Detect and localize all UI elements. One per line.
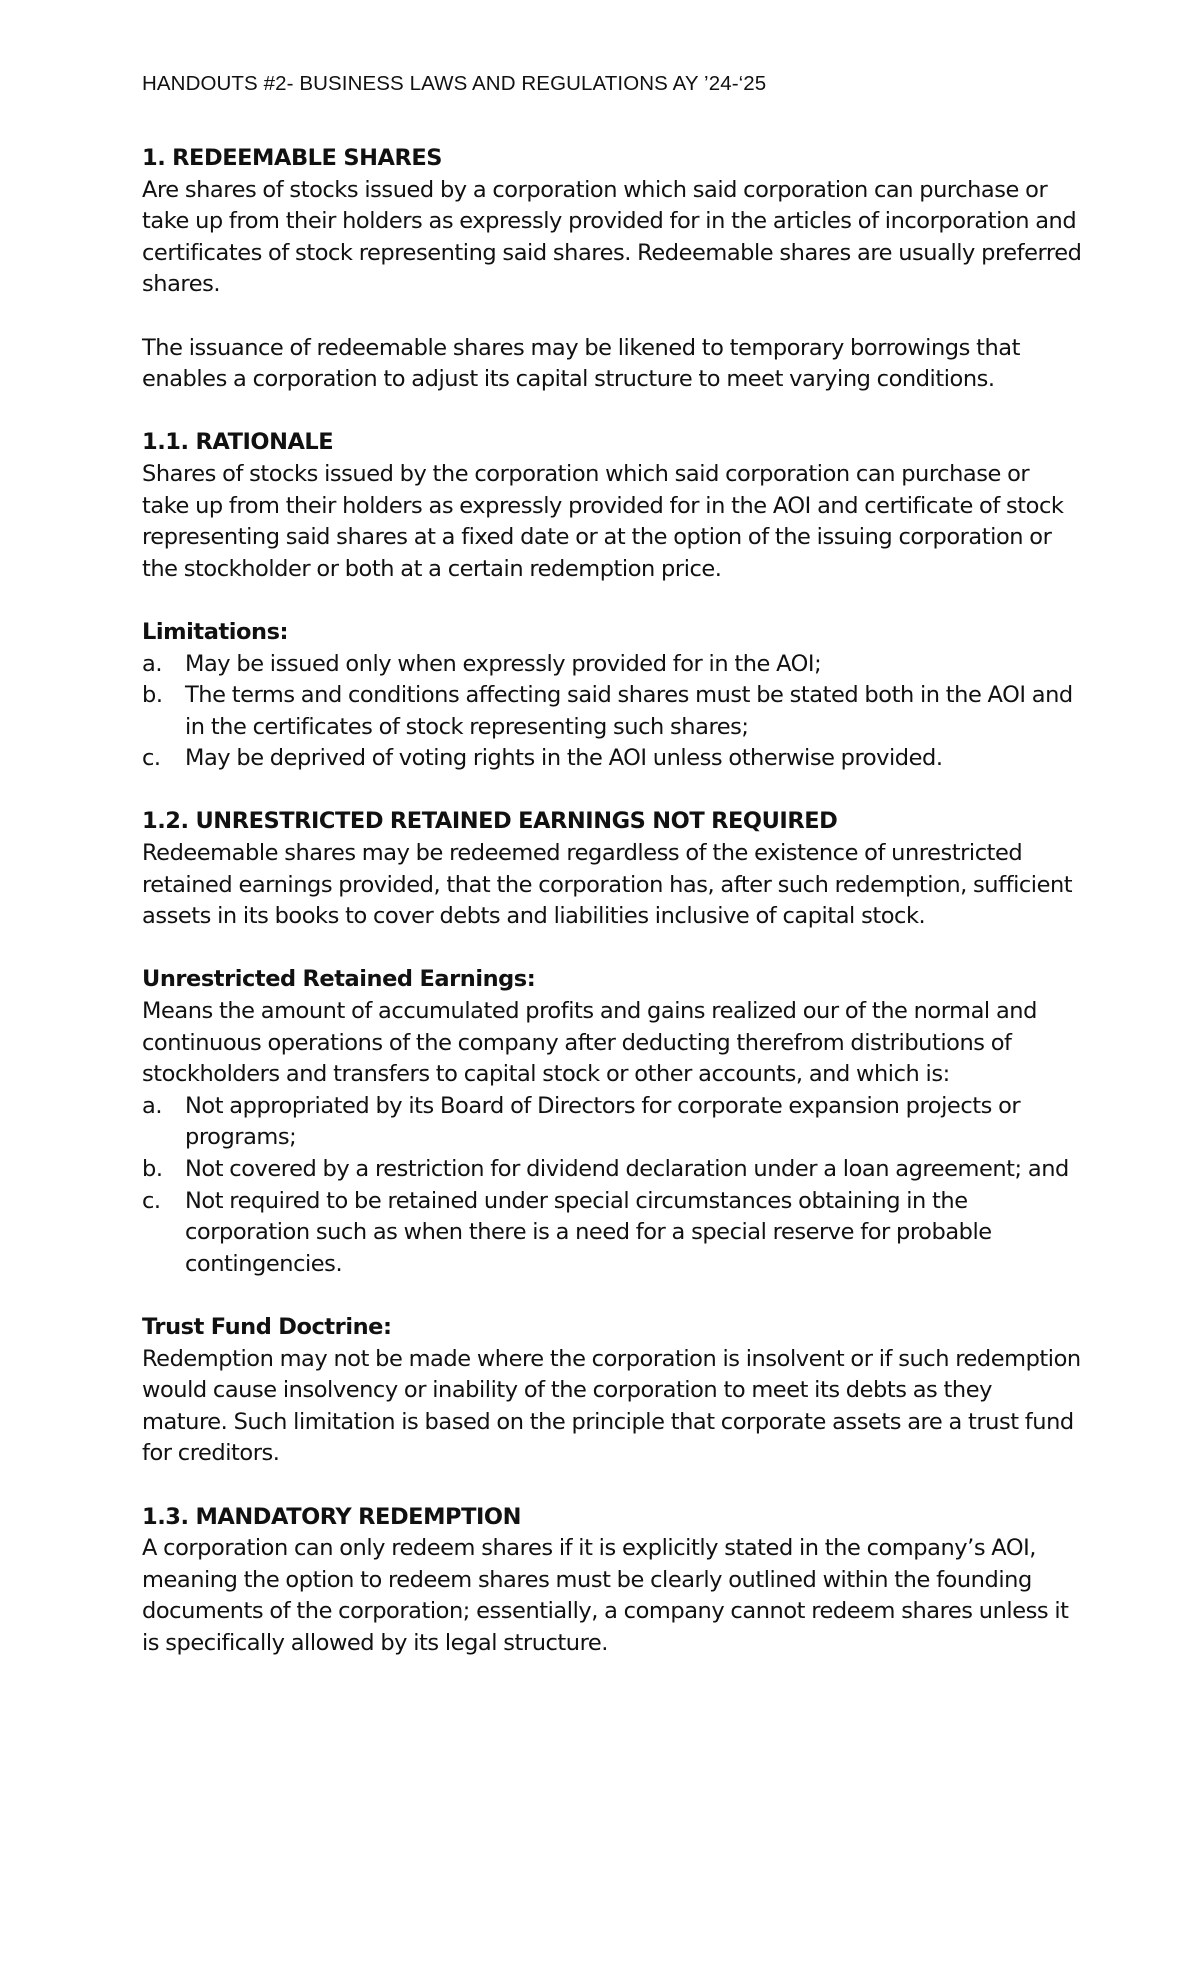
spacer bbox=[142, 1280, 1082, 1312]
section-heading-mandatory-redemption: 1.3. MANDATORY REDEMPTION bbox=[142, 1503, 521, 1530]
paragraph-definition: Are shares of stocks issued by a corporation which said corporation can purchase or take up from their holders as expressly provided for in the articles of incorporation and certificates of stock representing said shares. Redeemable shares are usually preferred shares. bbox=[142, 176, 1082, 298]
spacer bbox=[142, 396, 1082, 428]
list-item-text: May be issued only when expressly provided for in the AOI; bbox=[185, 650, 822, 677]
running-header: HANDOUTS #2- BUSINESS LAWS AND REGULATIONS AY ’24-‘25 bbox=[142, 72, 767, 95]
section-heading-redeemable-shares: 1. REDEEMABLE SHARES bbox=[142, 145, 442, 171]
list-marker: c. bbox=[142, 745, 161, 772]
list-marker: b. bbox=[142, 682, 163, 709]
list-item-text: The terms and conditions affecting said shares must be stated both in the AOI and in the certificates of stock representing such shares; bbox=[185, 682, 1073, 740]
paragraph-trust-fund-doctrine: Redemption may not be made where the corporation is insolvent or if such redemption would cause insolvency or inability of the corporation to meet its debts as they mature. Such limitation is based on the principle that corporate assets are a trust fund for creditors. bbox=[142, 1345, 1081, 1467]
spacer bbox=[142, 301, 1082, 333]
list-item-text: Not appropriated by its Board of Directors for corporate expansion projects or programs; bbox=[185, 1092, 1021, 1151]
spacer bbox=[142, 775, 1082, 807]
paragraph-rationale: Shares of stocks issued by the corporation which said corporation can purchase or take up from their holders as expressly provided for in the AOI and certificate of stock representing said shares at a fixed date or at the option of the issuing corporation or the stockholder or both at a certain redemption price. bbox=[142, 460, 1064, 582]
list-item-text: Not covered by a restriction for dividend declaration under a loan agreement; and bbox=[185, 1156, 1069, 1182]
list-marker: b. bbox=[142, 1156, 163, 1182]
spacer bbox=[142, 585, 1082, 617]
paragraph-mandatory-redemption: A corporation can only redeem shares if it is explicitly stated in the company’s AOI, meaning the option to redeem shares must be clearly outlined within the founding documents of the corporation; essentially, a company cannot redeem shares unless it is specifically allowed by its legal structure. bbox=[142, 1535, 1069, 1656]
subheading-trust-fund-doctrine: Trust Fund Doctrine: bbox=[142, 1313, 392, 1340]
ure-conditions-list bbox=[142, 1091, 1082, 1281]
paragraph-redemption-regardless: Redeemable shares may be redeemed regardless of the existence of unrestricted retained earnings provided, that the corporation has, after such redemption, sufficient assets in its books to cover debts and liabilities inclusive of capital stock. bbox=[142, 840, 1073, 930]
list-item-text: May be deprived of voting rights in the AOI unless otherwise provided. bbox=[185, 745, 943, 772]
list-item bbox=[142, 1091, 1082, 1154]
section-heading-rationale: 1.1. RATIONALE bbox=[142, 429, 334, 456]
spacer bbox=[142, 1470, 1082, 1502]
list-marker: a. bbox=[142, 650, 163, 677]
document-body bbox=[142, 143, 1082, 1660]
subheading-unrestricted-retained-earnings: Unrestricted Retained Earnings: bbox=[142, 966, 536, 993]
list-marker: c. bbox=[142, 1187, 161, 1214]
limitations-list bbox=[142, 649, 1082, 775]
subheading-limitations: Limitations: bbox=[142, 618, 289, 645]
paragraph-temporary-borrowings: The issuance of redeemable shares may be likened to temporary borrowings that enables a corporation to adjust its capital structure to meet varying conditions. bbox=[142, 334, 1020, 393]
list-item bbox=[142, 743, 1082, 775]
list-item bbox=[142, 1154, 1082, 1186]
section-heading-unrestricted-retained-earnings: 1.2. UNRESTRICTED RETAINED EARNINGS NOT REQUIRED bbox=[142, 808, 838, 835]
list-item bbox=[142, 649, 1082, 681]
list-marker: a. bbox=[142, 1092, 163, 1119]
list-item bbox=[142, 1186, 1082, 1281]
paragraph-ure-definition: Means the amount of accumulated profits and gains realized our of the normal and continuous operations of the company after deducting therefrom distributions of stockholders and transfers to capital stock or other accounts, and which is: bbox=[142, 998, 1037, 1088]
list-item-text: Not required to be retained under special circumstances obtaining in the corporation such as when there is a need for a special reserve for probable contingencies. bbox=[185, 1187, 992, 1277]
spacer bbox=[142, 933, 1082, 965]
list-item bbox=[142, 680, 1082, 743]
